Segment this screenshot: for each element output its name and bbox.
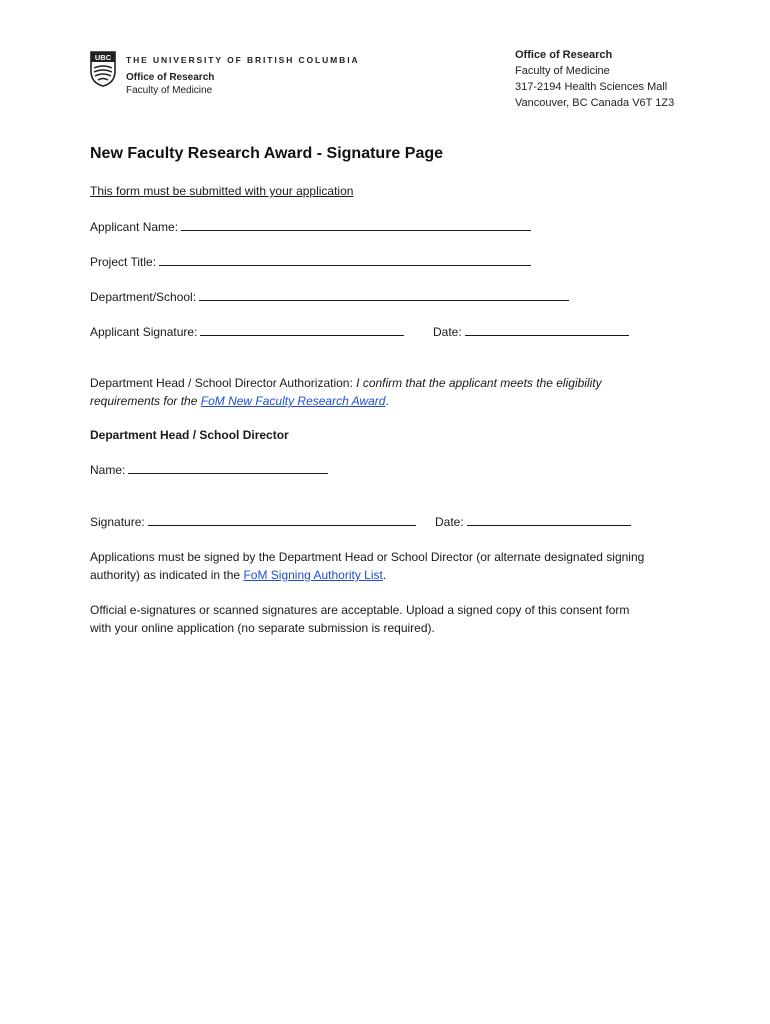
project-title-row xyxy=(90,254,531,269)
director-signature-field[interactable] xyxy=(148,514,416,526)
applicant-date-row xyxy=(433,324,629,339)
director-signature-label: Signature: xyxy=(90,515,145,529)
applicant-date-field[interactable] xyxy=(465,324,629,336)
submit-note: This form must be submitted with your application xyxy=(90,184,354,198)
address-street: 317-2194 Health Sciences Mall xyxy=(515,81,668,93)
logo-faculty-name: Faculty of Medicine xyxy=(126,85,213,96)
signing-authority-note xyxy=(90,548,690,584)
director-date-field[interactable] xyxy=(467,514,631,526)
applicant-date-label: Date: xyxy=(433,325,462,339)
signing-note-1: Applications must be signed by the Department Head or School Director (or alternate designated signing xyxy=(90,550,645,564)
department-row xyxy=(90,289,569,304)
signing-authority-link[interactable]: FoM Signing Authority List xyxy=(243,568,383,582)
authorization-text-2: requirements for the xyxy=(90,394,198,408)
authorization-lead: Department Head / School Director Authorization: xyxy=(90,376,353,390)
esig-note-2: with your online application (no separate submission is required). xyxy=(90,621,435,635)
director-date-row xyxy=(435,514,631,529)
director-name-field[interactable] xyxy=(128,462,328,474)
director-name-row xyxy=(90,462,328,477)
authorization-text-1: I confirm that the applicant meets the eligibility xyxy=(356,376,602,390)
authorization-statement xyxy=(90,374,690,410)
esignature-note xyxy=(90,601,690,637)
address-city: Vancouver, BC Canada V6T 1Z3 xyxy=(515,97,675,109)
project-title-label: Project Title: xyxy=(90,255,157,269)
signing-note-2: authority) as indicated in the xyxy=(90,568,241,582)
authorization-period: . xyxy=(385,394,389,408)
address-faculty: Faculty of Medicine xyxy=(515,65,610,77)
applicant-name-label: Applicant Name: xyxy=(90,220,179,234)
ubc-logo xyxy=(90,51,390,101)
esig-note-1: Official e-signatures or scanned signatures are acceptable. Upload a signed copy of this consent form xyxy=(90,603,630,617)
award-link[interactable]: FoM New Faculty Research Award xyxy=(200,394,386,408)
director-date-label: Date: xyxy=(435,515,464,529)
svg-text:UBC: UBC xyxy=(94,53,112,62)
department-label: Department/School: xyxy=(90,290,197,304)
department-field[interactable] xyxy=(199,289,569,301)
page-title: New Faculty Research Award - Signature Page xyxy=(90,145,444,162)
university-name: THE UNIVERSITY OF BRITISH COLUMBIA xyxy=(126,55,360,65)
office-address xyxy=(515,47,674,111)
applicant-signature-label: Applicant Signature: xyxy=(90,325,198,339)
applicant-signature-field[interactable] xyxy=(200,324,404,336)
signing-note-end: . xyxy=(382,568,387,582)
address-office: Office of Research xyxy=(515,49,613,61)
director-signature-row xyxy=(90,514,416,529)
director-name-label: Name: xyxy=(90,463,126,477)
ubc-crest-icon xyxy=(90,51,116,87)
logo-office-name: Office of Research xyxy=(126,72,215,83)
director-heading: Department Head / School Director xyxy=(90,428,289,442)
project-title-field[interactable] xyxy=(159,254,531,266)
applicant-name-field[interactable] xyxy=(181,219,531,231)
applicant-signature-row xyxy=(90,324,404,339)
applicant-name-row xyxy=(90,219,531,234)
